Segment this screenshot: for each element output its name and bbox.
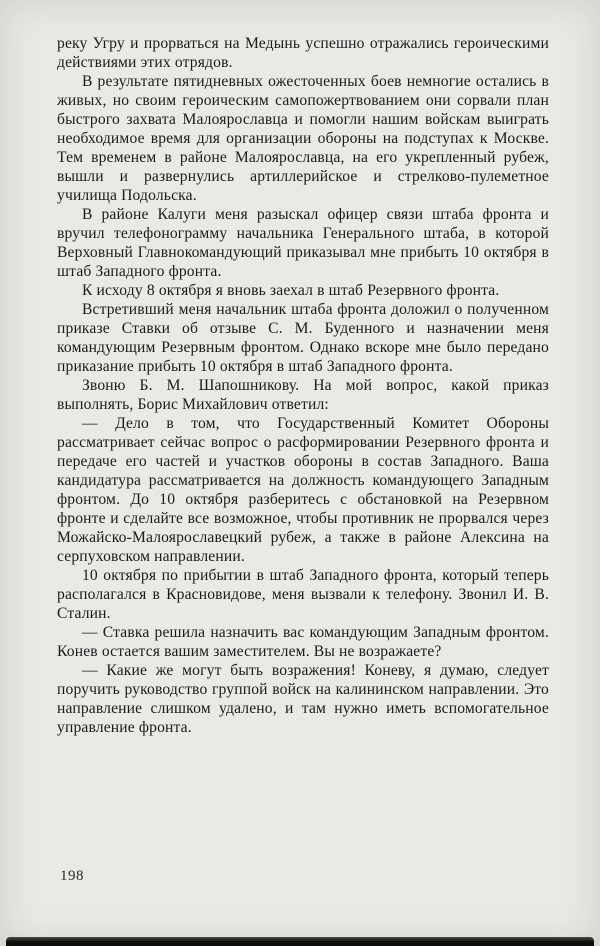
paragraph: Встретивший меня начальник штаба фронта доложил о полученном приказе Ставки об отзыве С. М. Буденного и назначении меня командующим Резервным фронтом. Однако вскоре мне было передано приказание прибыть 10 октября в штаб Западного фронта. xyxy=(57,301,549,375)
paragraph: К исходу 8 октября я вновь заехал в штаб Резервного фронта. xyxy=(81,282,500,299)
paragraph: — Дело в том, что Государственный Комитет Обороны рассматривает сейчас вопрос о расформировании Резервного фронта и передаче его частей и участков обороны в состав Западного. Ваша кандидатура рассматривается на должность командующего Западным фронтом. До 10 октября разберитесь с обстановкой на Резервном фронте и сделайте все возможное, чтобы противник не прорвался через Можайско-Малоярославецкий рубеж, а также в районе Алексина на серпуховском направлении. xyxy=(57,415,549,565)
paragraph: В районе Калуги меня разыскал офицер связи штаба фронта и вручил телефонограмму начальника Генерального штаба, в которой Верховный Главнокомандующий приказывал мне прибыть 10 октября в штаб Западного фронта. xyxy=(57,206,549,280)
text-block xyxy=(57,34,549,737)
paragraph: реку Угру и прорваться на Медынь успешно отражались героическими действиями этих отрядов. xyxy=(57,35,549,71)
scan-edge-artifact xyxy=(6,937,594,946)
paragraph: — Какие же могут быть возражения! Коневу, я думаю, следует поручить руководство группой войск на калининском направлении. Это направление слишком удалено, и там нужно иметь вспомогательное управление фронта. xyxy=(57,662,549,736)
paragraph: 10 октября по прибытии в штаб Западного фронта, который теперь располагался в Красновидове, меня вызвали к телефону. Звонил И. В. Сталин. xyxy=(57,567,549,622)
paragraph: — Ставка решила назначить вас командующим Западным фронтом. Конев остается вашим заместителем. Вы не возражаете? xyxy=(57,624,549,660)
paragraph: Звоню Б. М. Шапошникову. На мой вопрос, какой приказ выполнять, Борис Михайлович ответил: xyxy=(57,377,549,413)
paragraph: В результате пятидневных ожесточенных боев немногие остались в живых, но своим героическим самопожертвованием они сорвали план быстрого захвата Малоярославца и помогли нашим войскам выиграть необходимое время для организации обороны на подступах к Москве. Тем временем в районе Малоярославца, на его укрепленный рубеж, вышли и развернулись артиллерийское и стрелково-пулеметное училища Подольска. xyxy=(57,73,549,204)
page-number: 198 xyxy=(60,868,84,884)
